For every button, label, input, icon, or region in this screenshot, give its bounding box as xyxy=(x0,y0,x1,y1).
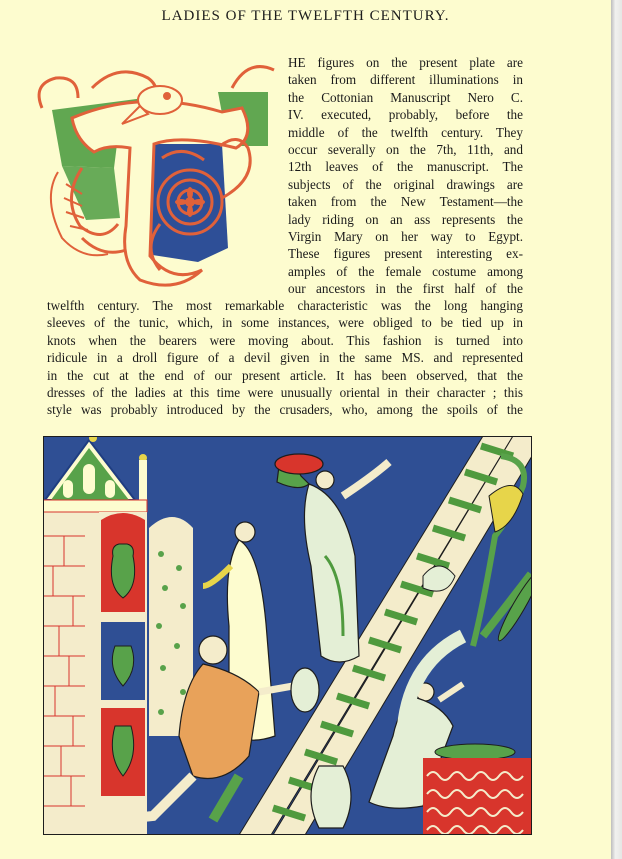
text-line: ridicule in a droll figure of a devil given in the same MS. and represented xyxy=(47,350,523,366)
text-line: in the cut at the end of our present article. It has been observed, that the xyxy=(47,367,523,383)
text-line: our ancestors in the first half of the xyxy=(288,281,523,297)
text-line: IV. executed, probably, before the xyxy=(288,107,523,123)
building-image xyxy=(43,436,147,835)
text-line: taken from the New Testament—the xyxy=(288,194,523,210)
text-line: style was probably introduced by the crusaders, who, among the spoils of the xyxy=(47,402,523,418)
text-line: the Cottonian Manuscript Nero C. xyxy=(288,89,523,105)
text-line: twelfth century. The most remarkable characteristic was the long hanging xyxy=(47,298,523,313)
text-line: sleeves of the tunic, which, in some instances, were obliged to be tied up in xyxy=(47,315,523,331)
intro-paragraph xyxy=(288,54,523,298)
text-line: occur severally on the 7th, 11th, and xyxy=(288,142,523,158)
text-line: dresses of the ladies at this time were unusually oriental in their character ; this xyxy=(47,385,523,401)
text-line: amples of the female costume among xyxy=(288,263,523,279)
body-paragraph xyxy=(47,297,523,419)
text-line: middle of the twelfth century. They xyxy=(288,124,523,140)
text-line: These figures present interesting ex- xyxy=(288,246,523,262)
text-line: taken from different illuminations in xyxy=(288,72,523,88)
text-line: HE figures on the present plate are xyxy=(288,55,523,70)
text-line: knots when the bearers were moving about. This fashion is turned into xyxy=(47,332,523,348)
illuminated-initial xyxy=(22,48,284,293)
text-line: Virgin Mary on her way to Egypt. xyxy=(288,229,523,245)
page-title: LADIES OF THE TWELFTH CENTURY. xyxy=(161,8,450,24)
page-edge xyxy=(611,0,622,859)
text-line: 12th leaves of the manuscript. The xyxy=(288,159,523,175)
text-line: subjects of the original drawings are xyxy=(288,176,523,192)
text-line: lady riding on an ass represents the xyxy=(288,211,523,227)
illustration-plate xyxy=(43,436,532,835)
